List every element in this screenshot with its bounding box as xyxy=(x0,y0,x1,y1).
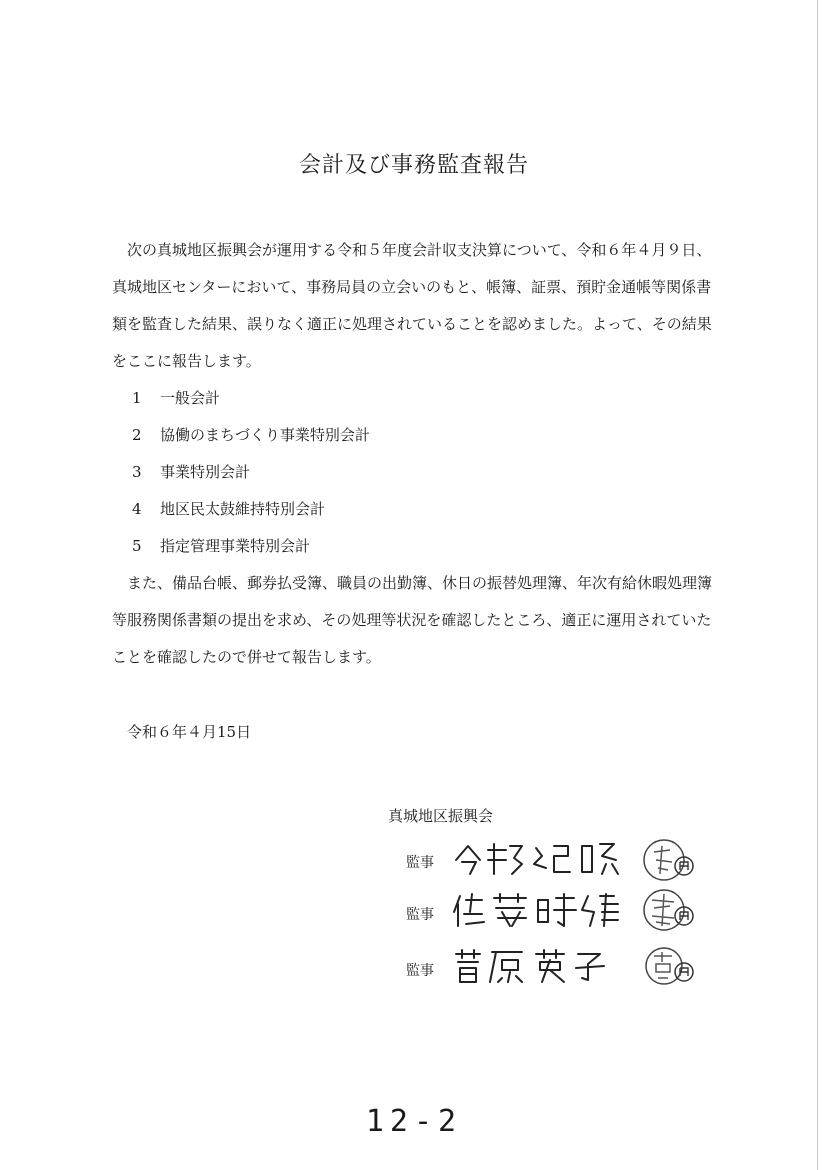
item-text: 一般会計 xyxy=(160,389,221,407)
auditor-role: 監事 xyxy=(406,855,434,871)
handwritten-signature xyxy=(450,890,630,930)
handwritten-signature xyxy=(450,838,630,878)
auditor-role: 監事 xyxy=(406,963,434,979)
account-list xyxy=(112,380,722,565)
intro-paragraph: 次の真城地区振興会が運用する令和５年度会計収支決算について、令和６年４月９日、真城地区センターにおいて、事務局員の立会いのもと、帳簿、証票、預貯金通帳等関係書類を監査した結果、誤りなく適正に処理されていることを認めました。よって、その結果をここに報告します。 xyxy=(112,241,712,370)
list-item xyxy=(132,491,722,528)
list-item xyxy=(132,454,722,491)
item-number: 3 xyxy=(132,463,142,481)
item-text: 地区民太鼓維持特別会計 xyxy=(160,500,326,518)
item-number: 5 xyxy=(132,537,142,555)
auditor-name xyxy=(406,838,407,839)
list-item xyxy=(132,380,722,417)
closing-paragraph: また、備品台帳、郵券払受簿、職員の出勤簿、休日の振替処理簿、年次有給休暇処理簿等服務関係書類の提出を求め、その処理等状況を確認したところ、適正に運用されていたことを確認したので併せて報告します。 xyxy=(112,574,713,666)
auditor-name xyxy=(406,890,407,891)
page-number: 12-2 xyxy=(365,1104,463,1139)
item-text: 事業特別会計 xyxy=(160,463,251,481)
report-date: 令和６年４月15日 xyxy=(127,723,252,741)
list-item xyxy=(132,417,722,454)
item-number: 2 xyxy=(132,426,142,444)
document-body xyxy=(112,232,722,676)
personal-seal-stamp xyxy=(640,834,696,890)
organization-name: 真城地区振興会 xyxy=(388,807,494,825)
item-text: 指定管理事業特別会計 xyxy=(160,537,311,555)
document-title: 会計及び事務監査報告 xyxy=(298,153,529,178)
item-text: 協働のまちづくり事業特別会計 xyxy=(160,426,370,444)
personal-seal-stamp xyxy=(640,884,696,940)
list-item xyxy=(132,528,722,565)
personal-seal-stamp xyxy=(640,940,696,996)
item-number: 1 xyxy=(132,389,142,407)
auditor-name xyxy=(406,946,407,947)
handwritten-signature xyxy=(450,946,630,986)
item-number: 4 xyxy=(132,500,142,518)
auditor-role: 監事 xyxy=(406,907,434,923)
